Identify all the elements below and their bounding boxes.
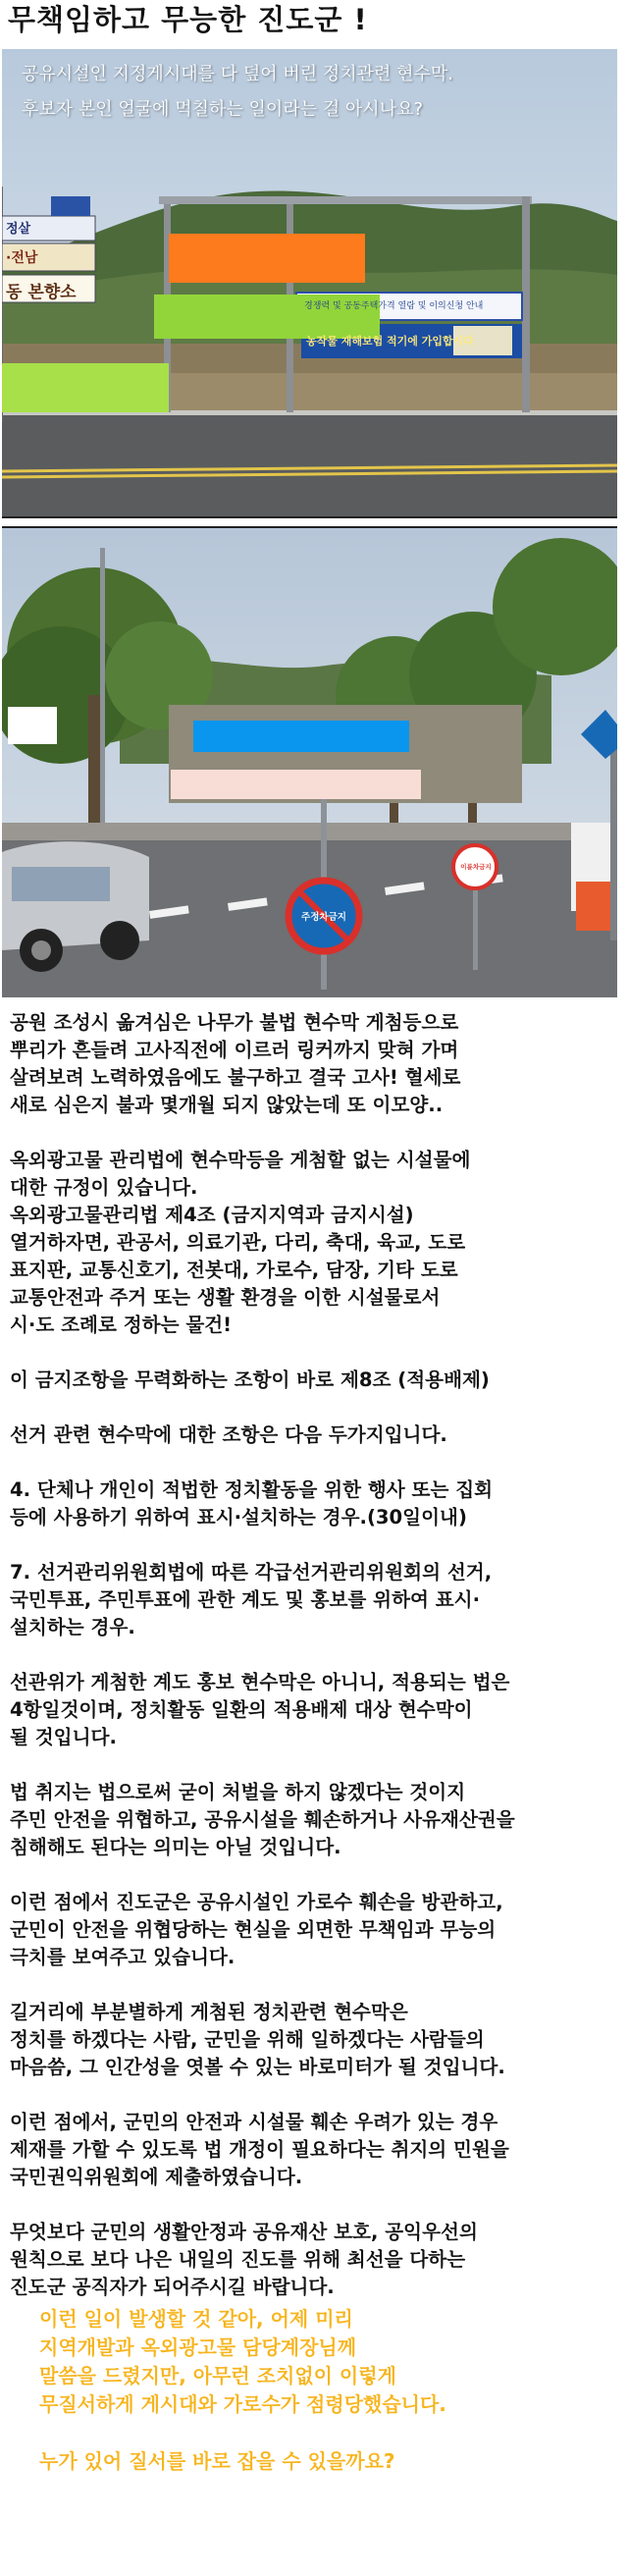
paragraph-article-8: 이 금지조항을 무력화하는 조항이 바로 제8조 (적용배제) [10, 1368, 490, 1391]
insurance-banner-text: 농작물 재해보험 적기에 가입합시다 [306, 335, 474, 348]
left-sign-3: 동 본향소 [6, 283, 77, 302]
notice-banner-text: 경쟁력 및 공동주택가격 열람 및 이의신청 안내 [304, 301, 484, 311]
page-title: 무책임하고 무능한 진도군 ! [8, 3, 368, 36]
paragraph-county-negligence: 이런 점에서 진도군은 공유시설인 가로수 훼손을 방관하고, 군민이 안전을 위협당하는 현실을 외면한 무책임과 무능의 극치를 보여주고 있습니다. [10, 1891, 503, 1968]
photo-caption-2: 후보자 본인 얼굴에 먹칠하는 일이라는 걸 아시나요? [22, 99, 424, 120]
covered-banner-blue [193, 721, 409, 752]
covered-banner-white [8, 707, 57, 744]
paragraph-clause-4: 4. 단체나 개인이 적법한 정치활동을 위한 행사 또는 집회 등에 사용하기 위하여 표시·설치하는 경우.(30일이내) [10, 1478, 494, 1529]
paragraph-tree-damage: 공원 조성시 옮겨심은 나무가 불법 현수막 게첨등으로 뿌리가 흔들려 고사직전에 이르러 링커까지 맞혀 가며 살려보려 노력하였음에도 불구하고 결국 고사! 혈세로 새로 심은지 불과 몇개월 되지 않았는데 또 이모양.. [10, 1011, 461, 1116]
article-body [0, 997, 623, 2301]
paragraph-barometer: 길거리에 부분별하게 게첨된 정치관련 현수막은 정치를 하겠다는 사람, 군민을 위해 일하겠다는 사람들의 마음씀, 그 인간성을 엿볼 수 있는 바로미터가 될 것입니다. [10, 2001, 505, 2078]
highlight-note [0, 2301, 628, 2476]
no-parking-sign-text: 주정차금지 [301, 912, 346, 923]
covered-banner-lime [2, 363, 169, 412]
photo-street-trees [2, 526, 617, 997]
paragraph-election-clauses: 선거 관련 현수막에 대한 조항은 다음 두가지입니다. [10, 1423, 447, 1446]
left-sign-2: ·전남 [6, 250, 38, 266]
highlight-text: 이런 일이 발생할 것 같아, 어제 미리 지역개발과 옥외광고물 담당계장님께 말씀을 드렸지만, 아무런 조치없이 이렇게 무질서하게 게시대와 가로수가 점령당했습니다. [39, 2307, 446, 2416]
no-motorcycle-sign-text: 이륜차금지 [460, 863, 492, 871]
photo-billboard-covered [2, 49, 617, 518]
highlight-question: 누가 있어 질서를 바로 잡을 수 있을까요? [39, 2449, 395, 2473]
paragraph-clause-7: 7. 선거관리위원회법에 따른 각급선거관리위원회의 선거, 국민투표, 주민투표에 관한 계도 및 홍보를 위하여 표시· 설치하는 경우. [10, 1561, 493, 1638]
photo-caption-1: 공유시설인 지정게시대를 다 덮어 버린 정치관련 현수막. [22, 64, 453, 84]
photo-street-scene [2, 528, 617, 997]
paragraph-petition: 이런 점에서, 군민의 안전과 시설물 훼손 우려가 있는 경우 제재를 가할 수 있도록 법 개정이 필요하다는 취지의 민원을 국민권익위원회에 제출하였습니다. [10, 2111, 509, 2188]
covered-banner-pink [171, 770, 421, 799]
paragraph-applied-law: 선관위가 게첨한 계도 홍보 현수막은 아니니, 적용되는 법은 4항일것이며, 정치활동 일환의 적용배제 대상 현수막이 될 것입니다. [10, 1671, 510, 1748]
paragraph-law-intent: 법 취지는 법으로써 굳이 처벌을 하지 않겠다는 것이지 주민 안전을 위협하고, 공유시설을 훼손하거나 사유재산권을 침해해도 된다는 의미는 아닐 것입니다. [10, 1781, 515, 1858]
paragraph-request: 무엇보다 군민의 생활안정과 공유재산 보호, 공익우선의 원칙으로 보다 나은 내일의 진도를 위해 최선을 다하는 진도군 공직자가 되어주시길 바랍니다. [10, 2221, 478, 2298]
covered-banner-orange [169, 234, 365, 283]
paragraph-law-article-4: 옥외광고물 관리법에 현수막등을 게첨할 없는 시설물에 대한 규정이 있습니다. 옥외광고물관리법 제4조 (금지지역과 금지시설) 열거하자면, 관공서, 의료기관, 다리, 축대, 육교, 도로 표지판, 교통신호기, 전봇대, 가로수, 담장, 기타 도로 교통안전과 주거 또는 생활 환경을 이한 시설물로서 시·도 조례로 정하는 물건! [10, 1149, 471, 1336]
left-sign-1: 정살 [6, 222, 31, 237]
